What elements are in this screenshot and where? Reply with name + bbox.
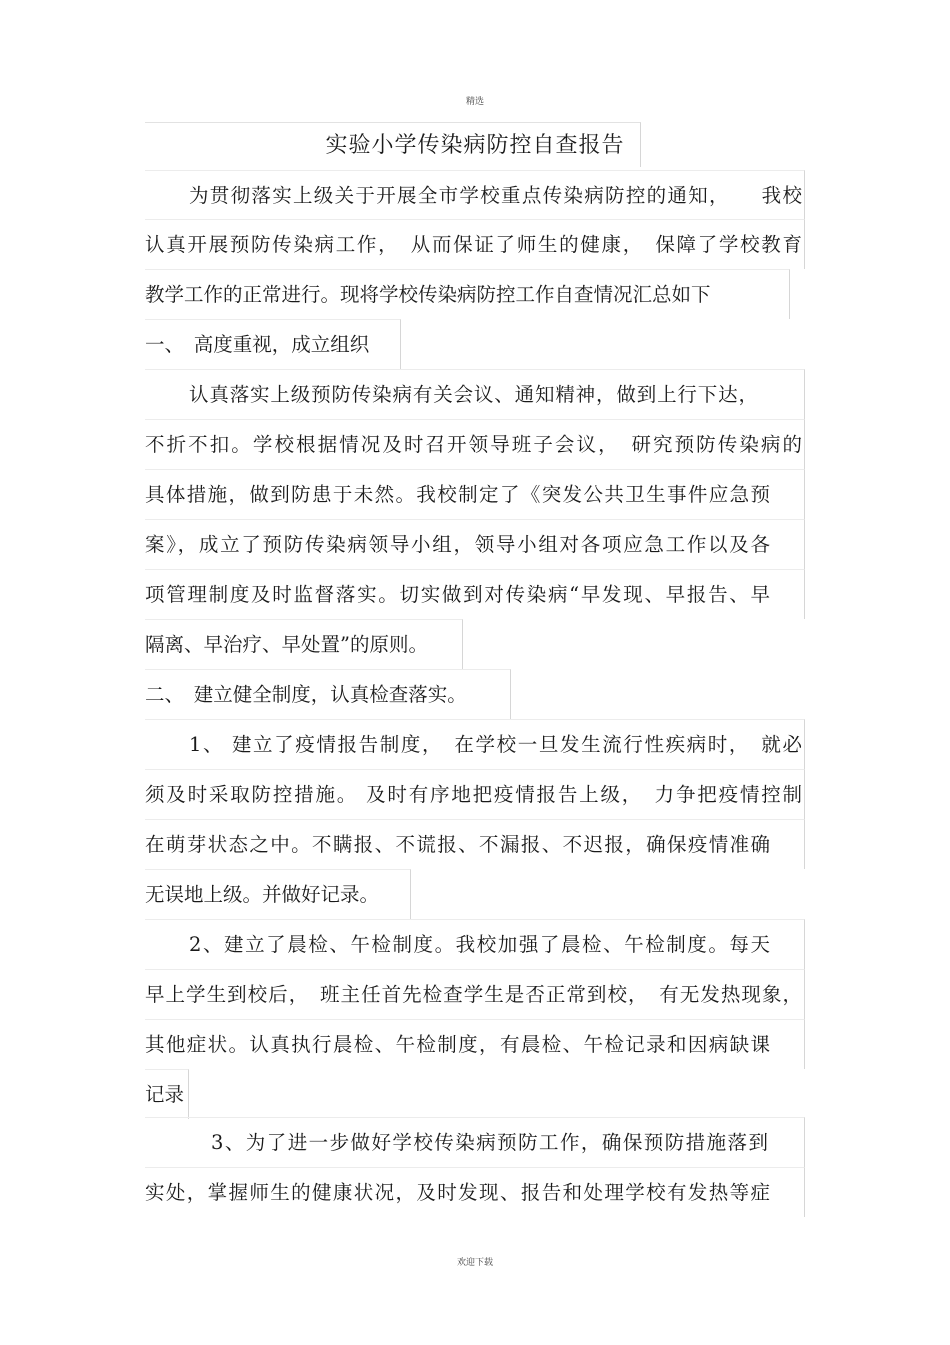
- paragraph-line-20: 3、为了进一步做好学校传染病预防工作，确保预防措施落到: [145, 1117, 805, 1167]
- paragraph-line-12: 1、 建立了疫情报告制度， 在学校一旦发生流行性疾病时， 就必: [145, 719, 805, 769]
- paragraph-line-17: 早上学生到校后， 班主任首先检查学生是否正常到校， 有无发热现象，: [145, 969, 805, 1019]
- page-footer: 欢迎下载: [456, 1258, 493, 1268]
- section-heading-2: 二、 建立健全制度，认真检查落实。: [145, 669, 511, 719]
- paragraph-line-15: 无误地上级。并做好记录。: [145, 869, 411, 919]
- paragraph-line-14: 在萌芽状态之中。不瞒报、不谎报、不漏报、不迟报，确保疫情准确: [145, 819, 805, 869]
- paragraph-line-10: 隔离、早治疗、早处置”的原则。: [145, 619, 463, 669]
- section-heading-1: 一、 高度重视，成立组织: [145, 319, 401, 369]
- paragraph-line-2: 认真开展预防传染病工作， 从而保证了师生的健康， 保障了学校教育: [145, 219, 805, 269]
- paragraph-line-18: 其他症状。认真执行晨检、午检制度，有晨检、午检记录和因病缺课: [145, 1019, 805, 1069]
- paragraph-line-7: 具体措施，做到防患于未然。我校制定了《突发公共卫生事件应急预: [145, 469, 805, 519]
- paragraph-line-21: 实处，掌握师生的健康状况，及时发现、报告和处理学校有发热等症: [145, 1167, 805, 1217]
- paragraph-line-5: 认真落实上级预防传染病有关会议、通知精神，做到上行下达，: [145, 369, 805, 419]
- paragraph-line-19: 记录: [145, 1069, 189, 1119]
- paragraph-line-13: 须及时采取防控措施。 及时有序地把疫情报告上级， 力争把疫情控制: [145, 769, 805, 819]
- paragraph-line-16: 2、建立了晨检、午检制度。我校加强了晨检、午检制度。每天: [145, 919, 805, 969]
- paragraph-line-6: 不折不扣。学校根据情况及时召开领导班子会议， 研究预防传染病的: [145, 419, 805, 469]
- paragraph-line-3: 教学工作的正常进行。现将学校传染病防控工作自查情况汇总如下: [145, 269, 790, 319]
- page-header: 精选: [465, 97, 484, 107]
- paragraph-line-1: 为贯彻落实上级关于开展全市学校重点传染病防控的通知， 我校: [145, 170, 805, 220]
- document-title: 实验小学传染病防控自查报告: [325, 133, 625, 158]
- paragraph-line-8: 案》，成立了预防传染病领导小组，领导小组对各项应急工作以及各: [145, 519, 805, 569]
- paragraph-line-9: 项管理制度及时监督落实。切实做到对传染病“早发现、早报告、早: [145, 569, 805, 619]
